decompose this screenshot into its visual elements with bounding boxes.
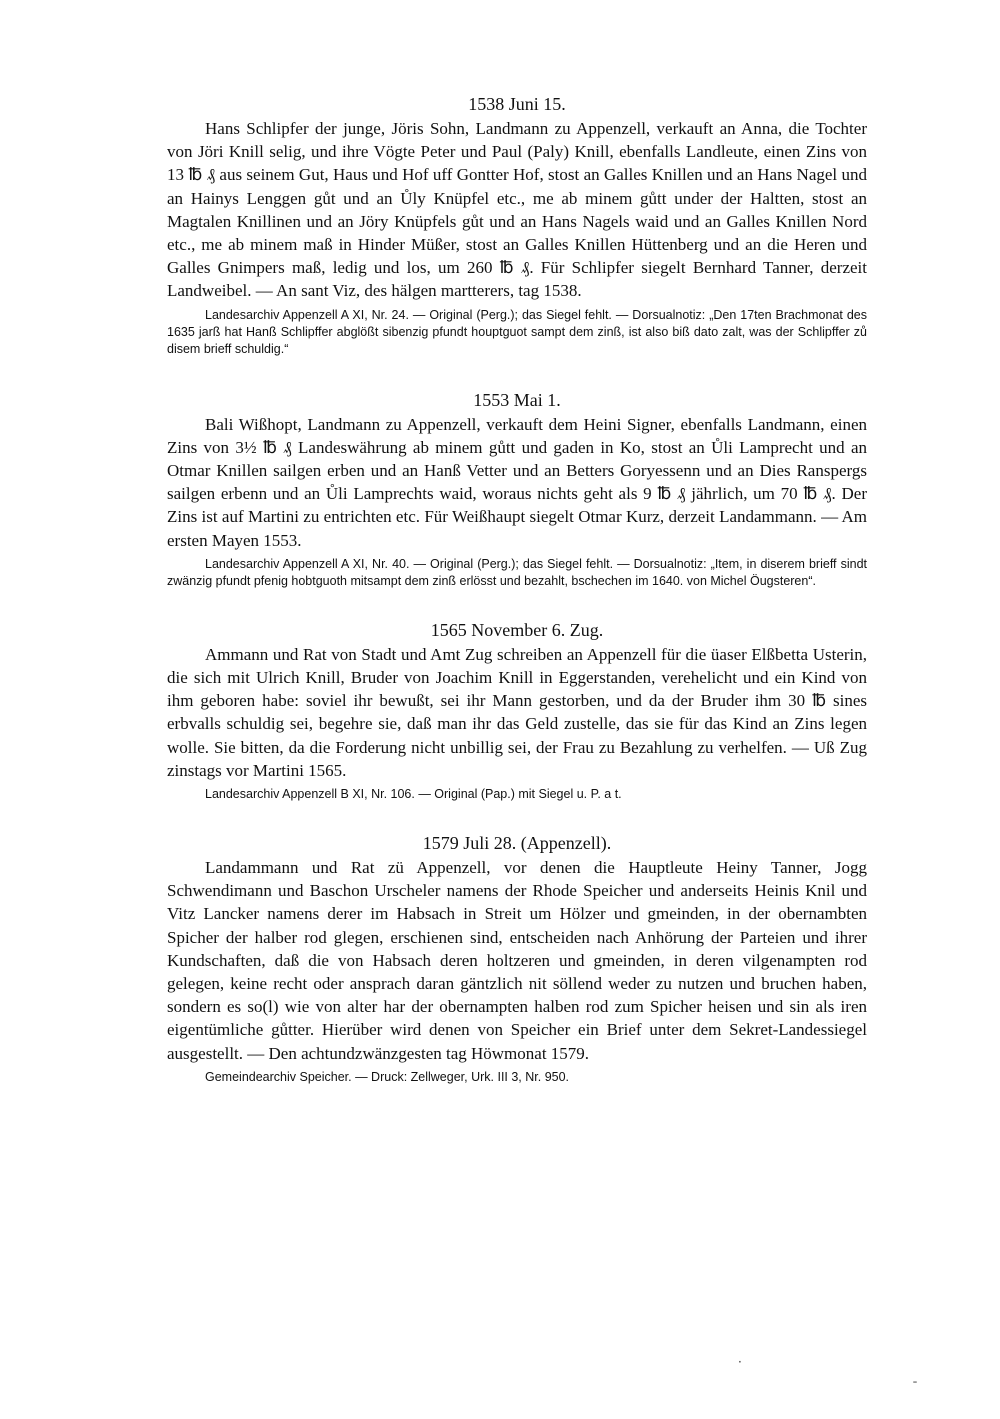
entry-source: Landesarchiv Appenzell A XI, Nr. 40. — Original (Perg.); das Siegel fehlt. — Dorsualnotiz: „Item, in diserem brieff sindt zwänzig pfundt pfenig hobtguoth mitsampt dem zinß erlösst und bezahlt, bschechen im 1640. von Michel Öugsteren“. [167,556,867,588]
entry-heading: 1538 Juni 15. [468,94,566,114]
entry-text: Hans Schlipfer der junge, Jöris Sohn, Landmann zu Appenzell, verkauft an Anna, die Tochter von Jöri Knill selig, und ihre Vögte Peter und Paul (Paly) Knill, ebenfalls Landleute, einen Zins von 13 ℔ ₰ aus seinem Gut, Haus und Hof uff Gontter Hof, stost an Galles Knillen und an Hans Nagel und an Hainys Lenggen gůt und an Ůly Knüpfel etc., me ab minem gůtt under der Haltten, stost an Magtalen Knillinen und an Jöry Knüpfels gůt und an Hans Nagels waid und an Galles Knillen Nord etc., me ab minem maß in Hinder Müßer, stost an Galles Knillen Hüttenberg und an die Heren und Galles Gnimpers maß, ledig und los, um 260 ℔ ₰. Für Schlipfer siegelt Bernhard Tanner, derzeit Landweibel. — An sant Viz, des hälgen martterers, tag 1538. [167,119,867,301]
entry-source: Landesarchiv Appenzell A XI, Nr. 24. — Original (Perg.); das Siegel fehlt. — Dorsualnotiz: „Den 17ten Brachmonat des 1635 jarß hat Hanß Schlipffer abglößt sibenzig pfundt houptguot sampt dem zinß, ist also biß dato zalt, was der Schlipffer zů disem brieff schuldig.“ [167,307,867,356]
scan-speck: ˉ [912,1380,918,1394]
entry-text: Bali Wißhopt, Landmann zu Appenzell, verkauft dem Heini Signer, ebenfalls Landmann, einen Zins von 3½ ℔ ₰ Landeswährung ab minem gůtt und gaden in Ko, stost an Ůli Lamprecht und an Otmar Knillen sailgen erben und an Hanß Vetter und an Betters Goryessenn und an Dies Ranspergs sailgen erbenn und an Ůli Lamprechts waid, woraus nichts geht als 9 ℔ ₰ jährlich, um 70 ℔ ₰. Der Zins ist auf Martini zu entrichten etc. Für Weißhaupt siegelt Otmar Kurz, derzeit Landammann. — Am ersten Mayen 1553. [167,414,867,550]
entry-heading: 1565 November 6. Zug. [430,619,604,640]
entry-heading: 1553 Mai 1. [473,389,561,410]
entry-1553 [167,388,867,590]
entry-text: Ammann und Rat von Stadt und Amt Zug schreiben an Appenzell für die üaser Elßbetta Usterin, die sich mit Ulrich Knill, Bruder von Joachim Knill in Eggerstanden, verehelicht und ein Kind von ihm geboren habe: soviel ihr bewußt, sei ihr Mann gestorben, und da der Bruder ihm 30 ℔ sines erbvalls schuldig sei, begehre sie, daß man ihr das Geld zustelle, das sie für das Kind an Zins legen wolle. Sie bitten, da die Forderung nicht unbillig sei, der Frau zu Bezahlung zu verhelfen. — Uß Zug zinstags vor Martini 1565. [167,644,867,780]
entry-1538 [167,92,867,358]
document-page [167,92,867,1086]
entry-heading: 1579 Juli 28. (Appenzell). [422,833,612,854]
entry-source: Gemeindearchiv Speicher. — Druck: Zellweger, Urk. III 3, Nr. 950. [205,1069,570,1084]
entry-1565 [167,618,867,803]
entry-source: Landesarchiv Appenzell B XI, Nr. 106. — Original (Pap.) mit Siegel u. P. a t. [205,787,622,802]
scan-speck: · [738,1355,742,1369]
entry-text: Landammann und Rat zü Appenzell, vor denen die Hauptleute Heiny Tanner, Jogg Schwendimann und Baschon Urscheler namens der Rhode Speicher und anderseits Heinis Knil und Vitz Lancker namens derer im Habsach in Streit um Hölzer und gmeinden, in der obernambten Spicher der halber rod glegen, erschienen sind, entscheiden nach Anhörung der Parteien und ihrer Kundschaften, daß die von Habsach deren holtzeren und gmeinden, in deren vilgenampten rod gelegen, keine recht oder ansprach daran gäntzlich nit söllend weder zu nutzen und bruchen haben, sondern es so(l) wie von alter har der obernampten halben rod zum Spicher heisen und sin als iren eigentümliche gůtter. Hierüber wird denen von Speicher ein Brief unter dem Sekret-Landessiegel ausgestellt. — Den achtundzwänzgesten tag Höwmonat 1579. [167,858,867,1063]
entry-1579 [167,831,867,1086]
